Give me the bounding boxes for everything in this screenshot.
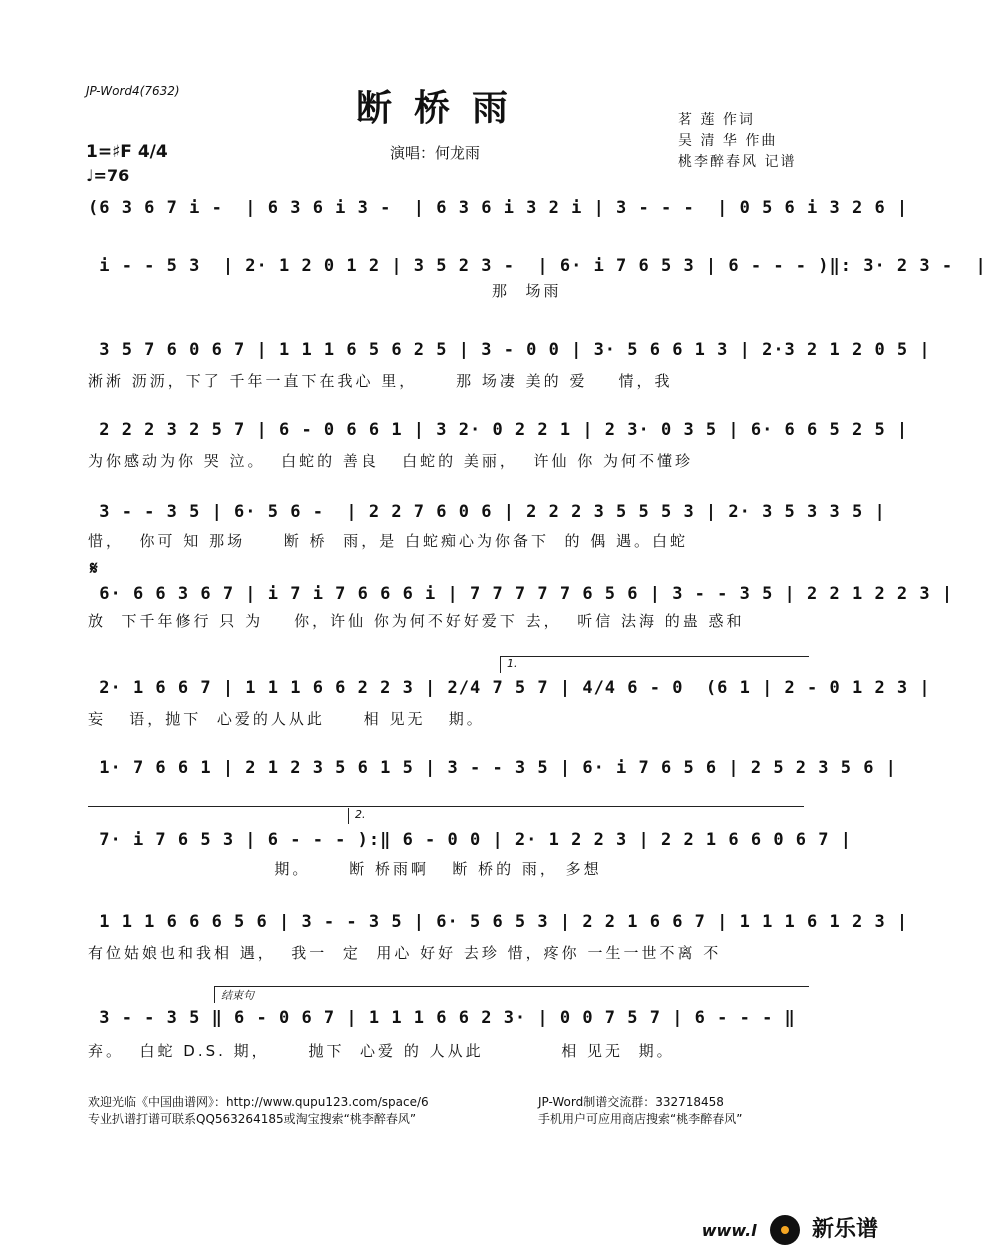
tempo-mark: ♩=76 [86,166,130,185]
volta-1: 1. [500,656,809,673]
composer: 吴 清 华 作曲 [678,133,778,149]
credits [678,110,796,173]
lyric-line-9: 期。 断 桥雨啊 断 桥的 雨， 多想 [88,860,602,878]
lyric-line-5: 惜， 你可 知 那场 断 桥 雨，是 白蛇痴心为你备下 的 偶 遇。白蛇 [88,532,689,550]
score-line-10: 1 1 1 6 6 6 5 6 | 3 - - 3 5 | 6· 5 6 5 3 | 2 2 1 6 6 7 | 1 1 1 6 1 2 3 | [88,912,909,932]
volta-1-continuation [88,806,804,807]
lyric-line-4: 为你感动为你 哭 泣。 白蛇的 善良 白蛇的 美丽， 许仙 你 为何不懂珍 [88,452,693,470]
singer: 演唱：何龙雨 [390,144,481,162]
source-label: JP-Word4(7632) [86,84,180,98]
vinyl-disc-icon [770,1215,800,1245]
lyric-line-6: 放 下千年修行 只 为 你，许仙 你为何不好好爱下 去， 听信 法海 的蛊 惑和 [88,612,745,630]
lyricist: 茗 莲 作词 [678,112,755,128]
song-title: 断桥雨 [356,87,531,129]
score-line-8: 1· 7 6 6 1 | 2 1 2 3 5 6 1 5 | 3 - - 3 5 | 6· i 7 6 5 6 | 2 5 2 3 5 6 | [88,758,897,778]
logo-url: www.l [701,1221,757,1240]
transcriber: 桃李醉春风 记谱 [678,154,797,170]
score-line-1: (6 3 6 7 i - | 6 3 6 i 3 - | 6 3 6 i 3 2 i | 3 - - - | 0 5 6 i 3 2 6 | [88,198,909,218]
score-line-9: 7· i 7 6 5 3 | 6 - - - ):‖ 6 - 0 0 | 2· 1 2 2 3 | 2 2 1 6 6 0 6 7 | [88,830,852,850]
footer-app: 手机用户可应用商店搜索“桃李醉春风” [538,1112,743,1126]
key-signature: 1=♯F 4/4 [86,142,168,162]
logo-name: 新乐谱 [811,1217,878,1242]
footer-group: JP-Word制谱交流群：332718458 [538,1095,724,1109]
ending-bracket: 结束句 [214,986,809,1003]
lyric-line-3: 淅淅 沥沥，下了 千年一直下在我心 里， 那 场凄 美的 爱 情，我 [88,372,673,390]
score-line-2: i - - 5 3 | 2· 1 2 0 1 2 | 3 5 2 3 - | 6· i 7 6 5 3 | 6 - - - )‖: 3· 2 3 - | [88,256,987,276]
score-line-11: 3 - - 3 5 ‖ 6 - 0 6 7 | 1 1 1 6 6 2 3· | 0 0 7 5 7 | 6 - - - ‖ [88,1008,796,1028]
lyric-line-7: 妄 语，抛下 心爱的人从此 相 见无 期。 [88,710,485,728]
score-line-7: 2· 1 6 6 7 | 1 1 1 6 6 2 2 3 | 2/4 7 5 7 | 4/4 6 - 0 (6 1 | 2 - 0 1 2 3 | [88,678,931,698]
footer-contact: 专业扒谱打谱可联系QQ563264185或淘宝搜索“桃李醉春风” [88,1112,417,1126]
segno-symbol: 𝄋 [90,558,98,579]
lyric-line-10: 有位姑娘也和我相 遇， 我一 定 用心 好好 去珍 惜，疼你 一生一世不离 不 [88,944,722,962]
score-line-5: 3 - - 3 5 | 6· 5 6 - | 2 2 7 6 0 6 | 2 2 2 3 5 5 5 3 | 2· 3 5 3 3 5 | [88,502,886,522]
volta-2: 2. [348,808,811,824]
footer-right [538,1094,742,1128]
score-line-4: 2 2 2 3 2 5 7 | 6 - 0 6 6 1 | 3 2· 0 2 2 1 | 2 3· 0 3 5 | 6· 6 6 5 2 5 | [88,420,909,440]
footer-website[interactable]: 欢迎光临《中国曲谱网》：http://www.qupu123.com/space/6 [88,1095,429,1109]
lyric-line-2: 那 场雨 [88,282,562,300]
site-logo[interactable] [702,1212,878,1245]
score-line-6: 6· 6 6 3 6 7 | i 7 i 7 6 6 6 i | 7 7 7 7 7 6 5 6 | 3 - - 3 5 | 2 2 1 2 2 3 | [88,584,954,604]
lyric-line-11: 弃。 白蛇 D.S. 期， 抛下 心爱 的 人从此 相 见无 期。 [88,1042,675,1060]
footer-left [88,1094,429,1128]
score-line-3: 3 5 7 6 0 6 7 | 1 1 1 6 5 6 2 5 | 3 - 0 0 | 3· 5 6 6 1 3 | 2·3 2 1 2 0 5 | [88,340,931,360]
